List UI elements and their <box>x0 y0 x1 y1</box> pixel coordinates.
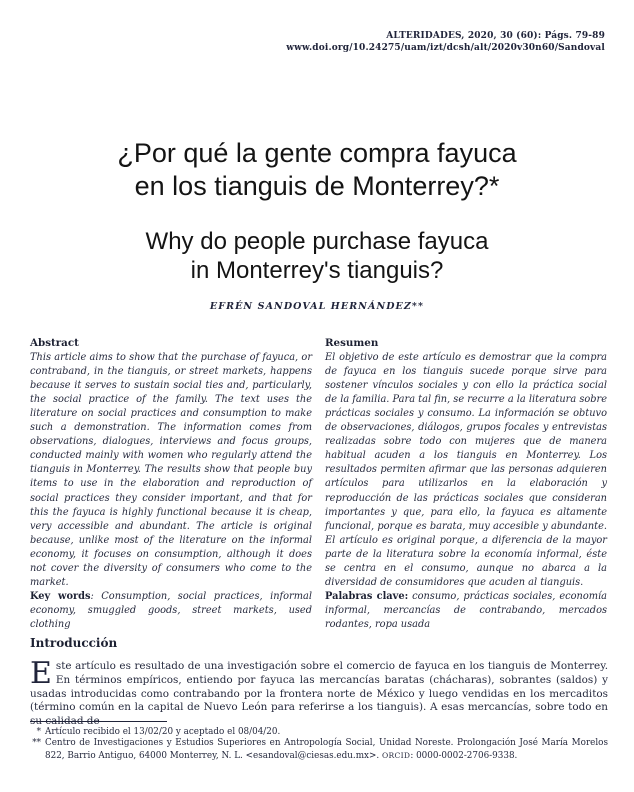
footnote-text-2 <box>45 738 608 762</box>
abstract-body: This article aims to show that the purchase of fayuca, or contraband, in the tianguis, or street markets, happens because it serves to sustain social ties and, particularly, the social practice of the family. The text uses the literature on social practices and consumption to make such a demonstration. The information comes from observations, dialogues, interviews and focus groups, conducted mainly with women who regularly attend the tianguis in Monterrey. The results show that people buy items to use in the elaboration and reproduction of social practices they consider important, and that for this the fayuca is highly functional because it is cheap, very accessible and abundant. The article is original because, unlike most of the literature on the informal economy, it focuses on consumption, although it does not cover the diversity of consumers who come to the market. <box>30 352 312 588</box>
resumen-column <box>325 336 607 632</box>
dropcap-letter: E <box>30 656 52 691</box>
abstract-columns <box>30 336 607 632</box>
orcid-label: ORCID <box>381 750 411 760</box>
footnote-marker-1: * <box>36 727 41 737</box>
footnotes <box>30 727 608 762</box>
keywords-text-en: : Consumption, social practices, informal economy, smuggled goods, street markets, used clothing <box>30 590 312 630</box>
resumen-text <box>325 351 607 632</box>
introduction-paragraph <box>30 656 608 729</box>
footnote-received <box>30 727 608 738</box>
keywords-label-en: Key words <box>30 590 91 602</box>
footnote-divider <box>30 721 167 722</box>
journal-citation: ALTERIDADES, 2020, 30 (60): Págs. 79-89 <box>386 31 605 41</box>
title-english <box>0 227 634 285</box>
title-spanish-line2: en los tianguis de Monterrey?* <box>134 171 500 201</box>
resumen-body: El objetivo de este artículo es demostrar que la compra de fayuca en los tianguis sucede porque sirve para sostener vínculos sociales y con ello la práctica social de la familia. Para tal fin, se recurre a la literatura sobre prácticas sociales y consumo. La información se obtuvo de observaciones, diálogos, grupos focales y entrevistas realizadas sobre todo con mujeres que de manera habitual acuden a los tianguis en Monterrey. Los resultados permiten afirmar que las personas adquieren artículos para utilizarlos en la elaboración y reproducción de las prácticas sociales que consideran importantes y que, para ello, la fayuca es altamente funcional, porque es barata, muy accesible y abundante. El artículo es original porque, a diferencia de la mayor parte de la literatura sobre la economía informal, éste se centra en el consumo, aunque no abarca a la diversidad de consumidores que acuden al tianguis. <box>325 352 607 588</box>
resumen-heading: Resumen <box>325 337 379 349</box>
title-english-line2: in Monterrey's tianguis? <box>190 257 444 284</box>
keywords-label-es: Palabras clave: <box>325 590 409 602</box>
footnote-affiliation-text: Centro de Investigaciones y Estudios Superiores en Antropología Social, Unidad Noreste. Prolongación José María Morelos 822, Barrio Antiguo, 64000 Monterrey, N. L. <esandoval@ciesas.edu.mx>. <box>45 738 608 761</box>
footnote-marker-2: ** <box>32 738 41 749</box>
doi-line: www.doi.org/10.24275/uam/izt/dcsh/alt/2020v30n60/Sandoval <box>286 42 605 53</box>
title-english-line1: Why do people purchase fayuca <box>145 228 489 255</box>
title-spanish <box>0 137 634 203</box>
footnote-text-1: Artículo recibido el 13/02/20 y aceptado el 08/04/20. <box>45 727 281 737</box>
abstract-column <box>30 336 312 632</box>
introduction-heading: Introducción <box>30 636 118 650</box>
orcid-value: : 0000-0002-2706-9338. <box>410 750 518 761</box>
abstract-text <box>30 351 312 632</box>
abstract-heading: Abstract <box>30 337 79 349</box>
introduction-body: ste artículo es resultado de una investigación sobre el comercio de fayuca en los tianguis de Monterrey. En términos empíricos, entiendo por fayuca las mercancías baratas (chácharas), sobrantes (saldos) y usadas introducidas como contrabando por la frontera norte de México y luego vendidas en los mercaditos (término común en la capital de Nuevo León para referirse a los tianguis). A esas mercancías, sobre todo en su calidad de <box>30 660 608 727</box>
title-spanish-line1: ¿Por qué la gente compra fayuca <box>117 138 517 168</box>
author-name: EFRÉN SANDOVAL HERNÁNDEZ** <box>209 301 425 312</box>
footnote-affiliation <box>30 738 608 762</box>
journal-header <box>286 31 605 54</box>
keywords-text-es: consumo, prácticas sociales, economía informal, mercancías de contrabando, mercados rodantes, ropa usada <box>325 590 607 630</box>
